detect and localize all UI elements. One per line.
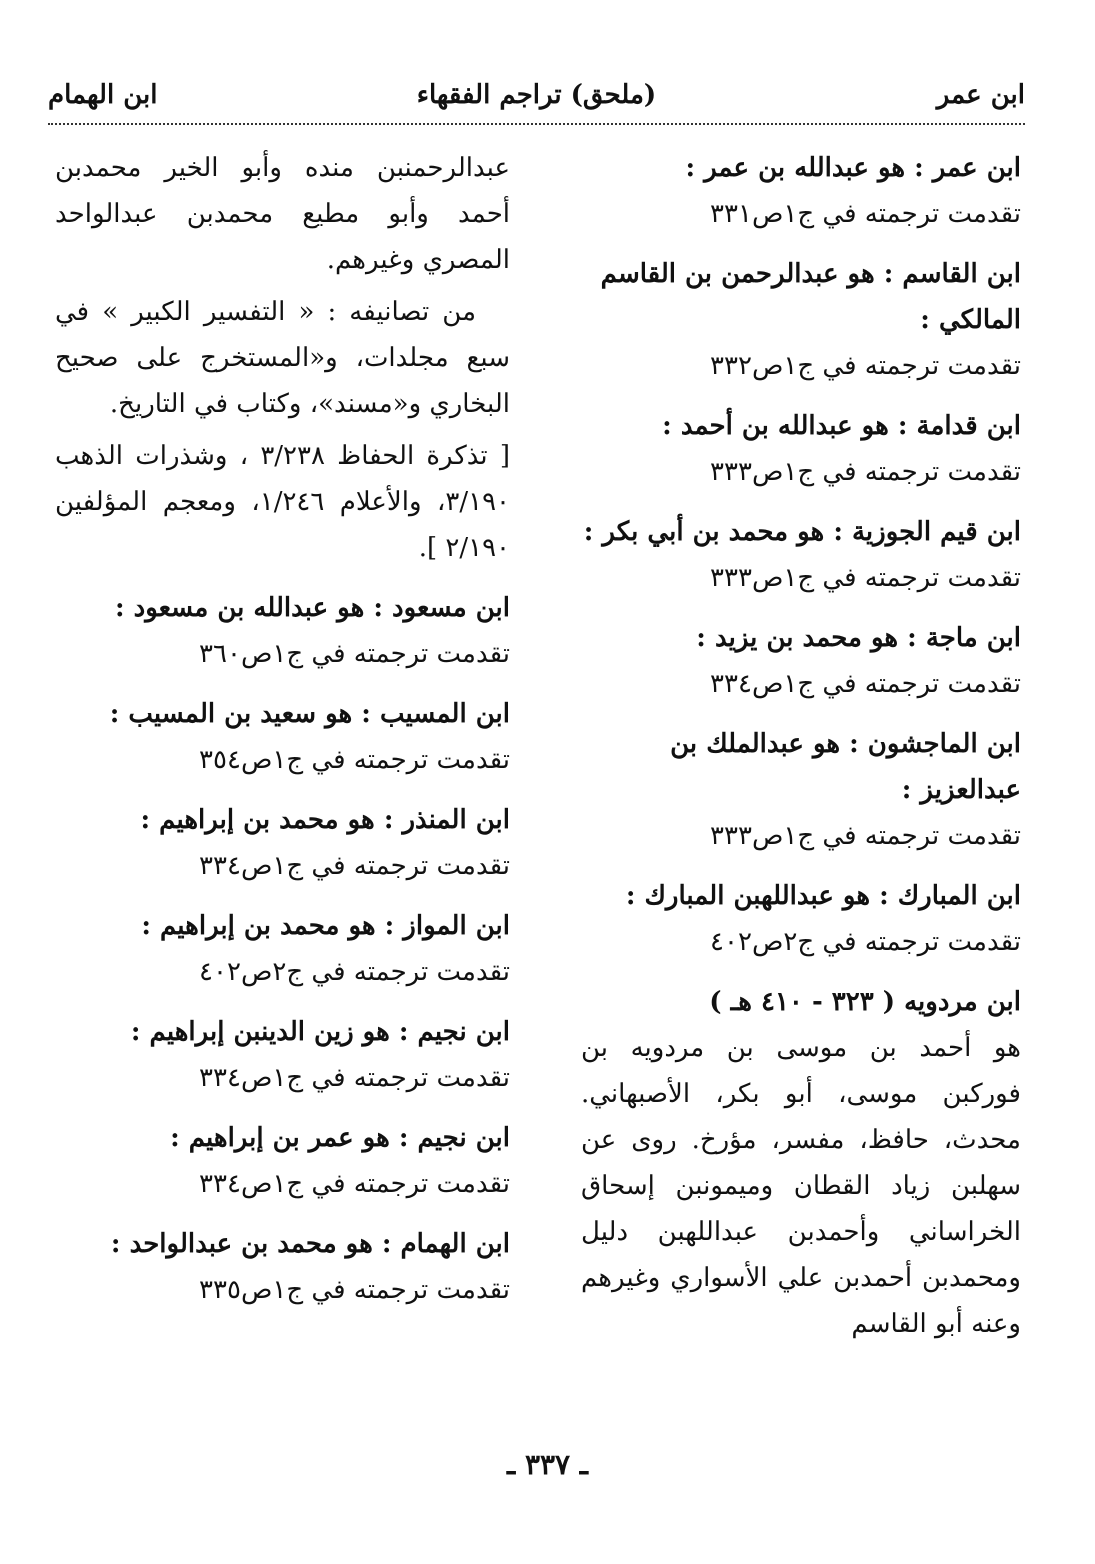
running-head-left: ابن الهمام xyxy=(48,80,158,110)
biography-text: هو أحمد بن موسى بن مردويه بن فوركبن موسى، أبو بكر، الأصبهاني. محدث، حافظ، مفسر، مؤرخ. روى عن سهلبن زياد القطان وميمونبن إسحاق الخراساني وأحمدبن عبداللهبن دليل ومحمدبن أحمدبن علي الأسواري وغيرهم وعنه أبو القاسم xyxy=(581,1033,1021,1339)
left-column xyxy=(55,145,510,1327)
entry-heading: ابن المسيب : هو سعيد بن المسيب : xyxy=(109,699,510,729)
entry-reference: تقدمت ترجمته في ج٢ص٤٠٢ xyxy=(199,957,510,987)
biography-continuation: عبدالرحمنبن منده وأبو الخير محمدبن أحمد وأبو مطيع محمدبن عبدالواحد المصري وغيرهم. xyxy=(55,153,510,275)
entry-heading: ابن مردويه ( ٣٢٣ - ٤١٠ هـ ) xyxy=(709,987,1021,1017)
entry xyxy=(581,721,1021,859)
entry-reference: تقدمت ترجمته في ج١ص٣٦٠ xyxy=(199,639,510,669)
entry-reference: تقدمت ترجمته في ج١ص٣٣٤ xyxy=(199,1169,510,1199)
entry-reference: تقدمت ترجمته في ج١ص٣٣٤ xyxy=(710,669,1021,699)
entry-heading: ابن المواز : هو محمد بن إبراهيم : xyxy=(141,911,510,941)
page-number: ـ ٣٣٧ ـ xyxy=(506,1448,589,1481)
entry-mardawayh xyxy=(581,979,1021,1347)
entry-reference: تقدمت ترجمته في ج٢ص٤٠٢ xyxy=(710,927,1021,957)
entry-heading: ابن الهمام : هو محمد بن عبدالواحد : xyxy=(110,1229,510,1259)
entry xyxy=(581,509,1021,601)
entry-reference: تقدمت ترجمته في ج١ص٣٣٢ xyxy=(710,351,1021,381)
works-paragraph: من تصانيفه : « التفسير الكبير » في سبع مجلدات، و«المستخرج على صحيح البخاري و«مسند»، وكتاب في التاريخ. xyxy=(55,297,510,419)
right-column xyxy=(581,145,1021,1361)
entry-heading: ابن ماجة : هو محمد بن يزيد : xyxy=(696,623,1021,653)
running-head-right: ابن عمر xyxy=(936,80,1025,110)
entry-reference: تقدمت ترجمته في ج١ص٣٣١ xyxy=(710,199,1021,229)
entry-reference: تقدمت ترجمته في ج١ص٣٣٣ xyxy=(710,563,1021,593)
entry-reference: تقدمت ترجمته في ج١ص٣٥٤ xyxy=(199,745,510,775)
entry-heading: ابن المبارك : هو عبداللهبن المبارك : xyxy=(625,881,1021,911)
entry-heading: ابن قيم الجوزية : هو محمد بن أبي بكر : xyxy=(583,517,1021,547)
entry xyxy=(581,145,1021,237)
entry-reference: تقدمت ترجمته في ج١ص٣٣٥ xyxy=(199,1275,510,1305)
entry-heading: ابن عمر : هو عبدالله بن عمر : xyxy=(685,153,1021,183)
entry-reference: تقدمت ترجمته في ج١ص٣٣٣ xyxy=(710,821,1021,851)
entry xyxy=(55,691,510,783)
entry xyxy=(55,903,510,995)
entry-heading: ابن نجيم : هو زين الدينبن إبراهيم : xyxy=(130,1017,510,1047)
entry xyxy=(581,251,1021,389)
running-head xyxy=(48,80,1025,122)
entry-heading: ابن الماجشون : هو عبدالملك بن عبدالعزيز : xyxy=(670,729,1021,805)
entry xyxy=(55,1115,510,1207)
entry xyxy=(55,1221,510,1313)
entry-reference: تقدمت ترجمته في ج١ص٣٣٤ xyxy=(199,1063,510,1093)
entry xyxy=(55,1009,510,1101)
entry-heading: ابن القاسم : هو عبدالرحمن بن القاسم المالكي : xyxy=(600,259,1021,335)
header-dotted-rule xyxy=(48,123,1025,125)
entry xyxy=(581,403,1021,495)
entry-reference: تقدمت ترجمته في ج١ص٣٣٤ xyxy=(199,851,510,881)
entry-heading: ابن المنذر : هو محمد بن إبراهيم : xyxy=(140,805,510,835)
entry-heading: ابن نجيم : هو عمر بن إبراهيم : xyxy=(170,1123,510,1153)
entry xyxy=(55,585,510,677)
running-head-title: (ملحق) تراجم الفقهاء xyxy=(416,80,657,110)
entry-heading: ابن قدامة : هو عبدالله بن أحمد : xyxy=(662,411,1021,441)
sources-paragraph: [ تذكرة الحفاظ ٣/٢٣٨ ، وشذرات الذهب ٣/١٩٠، والأعلام ١/٢٤٦، ومعجم المؤلفين ٢/١٩٠ ]. xyxy=(55,441,511,563)
entry xyxy=(55,797,510,889)
entry-reference: تقدمت ترجمته في ج١ص٣٣٣ xyxy=(710,457,1021,487)
entry xyxy=(581,873,1021,965)
entry-heading: ابن مسعود : هو عبدالله بن مسعود : xyxy=(114,593,510,623)
entry xyxy=(581,615,1021,707)
